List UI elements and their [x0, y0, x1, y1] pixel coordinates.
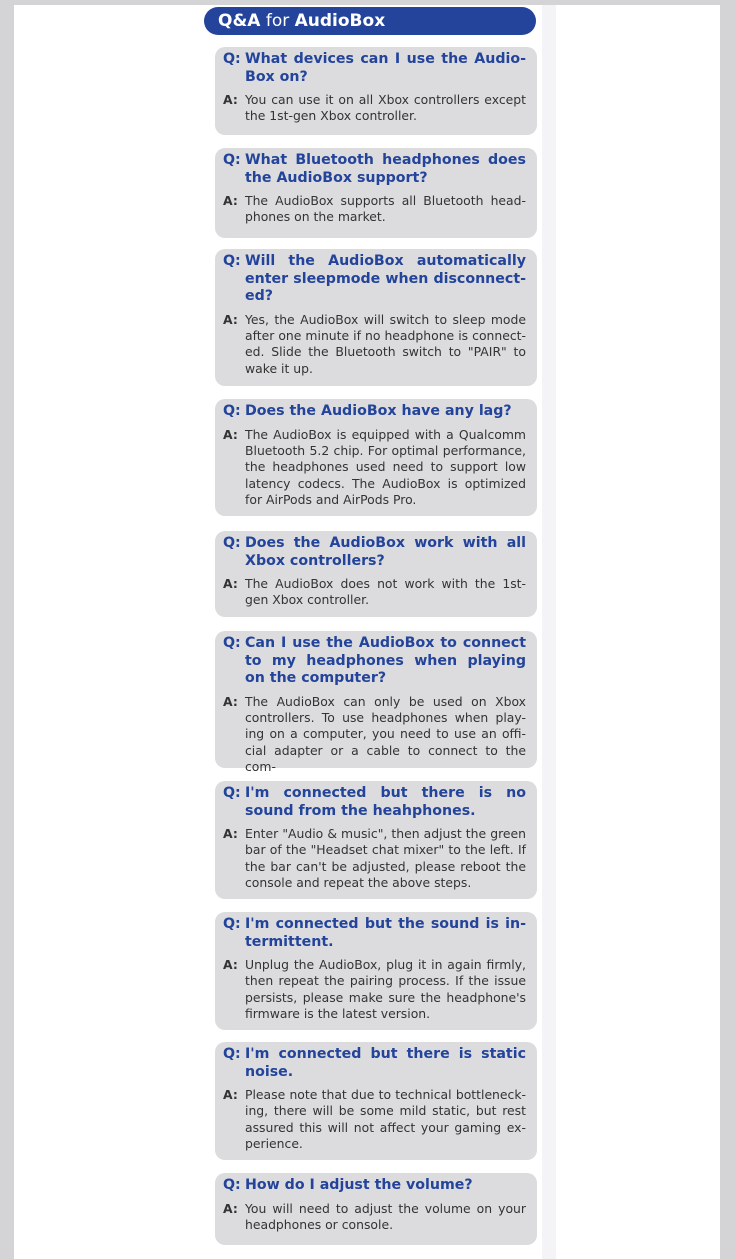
header-for: for [265, 11, 290, 31]
answer-prefix: A: [223, 193, 238, 208]
question-text: Can I use the AudioBox to connect to my headphones when playing on the computer? [245, 635, 526, 686]
question-prefix: Q: [223, 51, 241, 67]
answer-text: The AudioBox does not work with the 1st-gen Xbox controller. [245, 576, 526, 608]
question-text: What devices can I use the Audio-Box on? [245, 51, 526, 85]
question-text: I'm connected but there is no sound from the heahphones. [245, 785, 526, 819]
answer-prefix: A: [223, 957, 238, 972]
answer-text: You will need to adjust the volume on your headphones or console. [245, 1200, 526, 1232]
question-prefix: Q: [223, 152, 241, 168]
faq-item [215, 631, 537, 775]
answer-prefix: A: [223, 1087, 238, 1102]
faq-item [215, 249, 537, 386]
faq-item [215, 531, 537, 617]
question-text: I'm connected but the sound is in-termittent. [245, 916, 526, 950]
answer-text: The AudioBox is equipped with a Qualcomm Bluetooth 5.2 chip. For optimal performance, the headphones used need to support low latency codecs. The AudioBox is optimized for AirPods and AirPods Pro. [245, 426, 526, 508]
answer-text: You can use it on all Xbox controllers except the 1st-gen Xbox controller. [245, 92, 526, 124]
answer-prefix: A: [223, 311, 238, 327]
answer-text: Please note that due to technical bottleneck-ing, there will be some mild static, but rest assured this will not affect your gaming ex-perience. [245, 1087, 526, 1152]
faq-item [215, 148, 537, 238]
question-text: How do I adjust the volume? [245, 1177, 473, 1193]
answer-prefix: A: [223, 693, 238, 709]
faq-item [215, 912, 537, 1030]
answer-prefix: A: [223, 1200, 238, 1216]
document-page [14, 5, 720, 1259]
question-text: Will the AudioBox automatically enter sleepmode when disconnect-ed? [245, 253, 526, 304]
faq-item [215, 1173, 537, 1245]
header-qa: Q&A [218, 11, 261, 31]
question-prefix: Q: [223, 1046, 241, 1062]
question-prefix: Q: [223, 403, 241, 419]
answer-text: Enter "Audio & music", then adjust the green bar of the "Headset chat mixer" to the left. If the bar can't be adjusted, please reboot the console and repeat the above steps. [245, 826, 526, 891]
question-prefix: Q: [223, 535, 241, 551]
faq-item [215, 399, 537, 516]
answer-text: Unplug the AudioBox, plug it in again firmly, then repeat the pairing process. If the issue persists, please make sure the headphone's firmware is the latest version. [245, 957, 526, 1022]
answer-text: The AudioBox supports all Bluetooth head-phones on the market. [245, 193, 526, 225]
faq-item [215, 781, 537, 899]
answer-prefix: A: [223, 426, 238, 442]
question-prefix: Q: [223, 635, 241, 651]
faq-item [215, 47, 537, 135]
question-text: I'm connected but there is static noise. [245, 1046, 526, 1080]
answer-text: The AudioBox can only be used on Xbox controllers. To use headphones when play-ing on a computer, you need to use an offi-cial adapter or a cable to connect to the com- [245, 693, 526, 775]
header-product: AudioBox [294, 11, 386, 31]
answer-prefix: A: [223, 826, 238, 841]
question-prefix: Q: [223, 916, 241, 932]
answer-text: Yes, the AudioBox will switch to sleep mode after one minute if no headphone is connect-ed. Slide the Bluetooth switch to "PAIR" to wake it up. [245, 311, 526, 376]
answer-prefix: A: [223, 576, 238, 591]
faq-item [215, 1042, 537, 1160]
question-prefix: Q: [223, 1177, 241, 1193]
question-text: What Bluetooth headphones does the AudioBox support? [245, 152, 526, 186]
question-text: Does the AudioBox work with all Xbox controllers? [245, 535, 526, 569]
question-prefix: Q: [223, 785, 241, 801]
qa-header-banner [204, 7, 536, 35]
page-gutter [542, 5, 556, 1259]
answer-prefix: A: [223, 92, 238, 107]
question-text: Does the AudioBox have any lag? [245, 403, 512, 419]
question-prefix: Q: [223, 253, 241, 269]
